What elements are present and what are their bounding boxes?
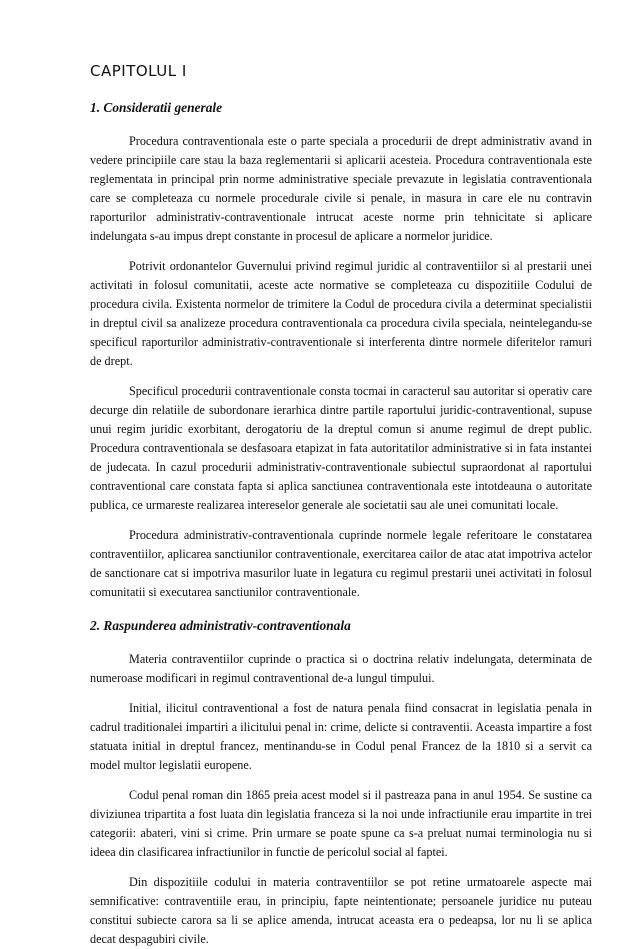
paragraph: Potrivit ordonantelor Guvernului privind regimul juridic al contraventiilor si al prestarii unei activitati in folosul comunitatii, aceste acte normative se completeaza cu dispozitiile Codului de procedura civila. Existenta normelor de trimitere la Codul de procedura civila a determinat specialistii in dreptul civil sa analizeze procedura contraventionala ca procedura civila speciala, neintelegandu-se specificul raporturilor administrativ-contraventionale si interferenta dintre normele diferitelor ramuri de drept. <box>90 259 592 368</box>
paragraph: Procedura contraventionala este o parte speciala a procedurii de drept administrativ avand in vedere principiile care stau la baza reglementarii si aplicarii acesteia. Procedura contraventionala este reglementata in principal prin norme administrative speciale prevazute in legislatia contraventionala care se completeaza cu normele procedurale civile si penale, in masura in care ele nu contravin raporturilor administrativ-contraventionale intrucat aceste norme prin tehnicitate si aplicare indelungata s-au impus drept constante in procesul de aplicare a normelor juridice. <box>90 134 592 243</box>
paragraph: Initial, ilicitul contraventional a fost de natura penala fiind consacrat in legislatia penala in cadrul traditionalei impartiri a ilicitului penal in: crime, delicte si contraventii. Aceasta impartire a fost statuata initial in dreptul francez, mentinandu-se in Codul penal Francez de la 1810 si a servit ca model multor legislatii europene. <box>90 701 592 772</box>
paragraph: Codul penal roman din 1865 preia acest model si il pastreaza pana in anul 1954. Se sustine ca diviziunea tripartita a fost luata din legislatia franceza si la noi unde infractiunile erau impartite in trei categorii: abateri, vini si crime. Prin urmare se poate spune ca s-a preluat numai terminologia nu si ideea din clasificarea infractiunilor in functie de pericolul social al faptei. <box>90 788 592 859</box>
paragraph: Din dispozitiile codului in materia contraventiilor se pot retine urmatoarele aspecte mai semnificative: contraventiile erau, in principiu, fapte neintentionate; persoanele juridice nu puteau constitui subiecte carora sa li se aplice amenda, intrucat aceasta era o pedeapsa, lor nu li se aplica decat despagubiri civile. <box>90 875 592 946</box>
section-title: 2. Raspunderea administrativ-contraventionala <box>90 618 351 633</box>
section-title: 1. Consideratii generale <box>90 100 223 115</box>
paragraph: Materia contraventiilor cuprinde o practica si o doctrina relativ indelungata, determinata de numeroase modificari in regimul contraventional de-a lungul timpului. <box>90 652 592 685</box>
section-general-considerations <box>90 100 592 602</box>
paragraph: Specificul procedurii contraventionale consta tocmai in caracterul sau autoritar si operativ care decurge din relatiile de subordonare ierarhica dintre partile raportului juridic-contraventional, supuse unui regim juridic exorbitant, derogatoriu de la dreptul comun si anume regimul de drept public. Procedura contraventionala se desfasoara etapizat in fata autoritatilor administrative si in fata instantei de judecata. In cazul procedurii administrativ-contraventionale subiectul supraordonat al raportului contraventional care constata fapta si aplica sanctiunea contraventionala este intotdeauna o autoritate publica, ce urmareste realizarea intereselor generale ale societatii sau ale unei comunitati locale. <box>90 384 592 512</box>
section-liability <box>90 618 592 949</box>
chapter-title: CAPITOLUL I <box>90 62 187 80</box>
paragraph: Procedura administrativ-contraventionala cuprinde normele legale referitoare le constatarea contraventiilor, aplicarea sanctiunilor contraventionale, exercitarea cailor de atac atat impotriva actelor de sanctionare cat si impotriva masurilor luate in legatura cu regimul prestarii unei activitati in folosul comunitatii si executarea sanctiunilor contraventionale. <box>90 528 592 599</box>
